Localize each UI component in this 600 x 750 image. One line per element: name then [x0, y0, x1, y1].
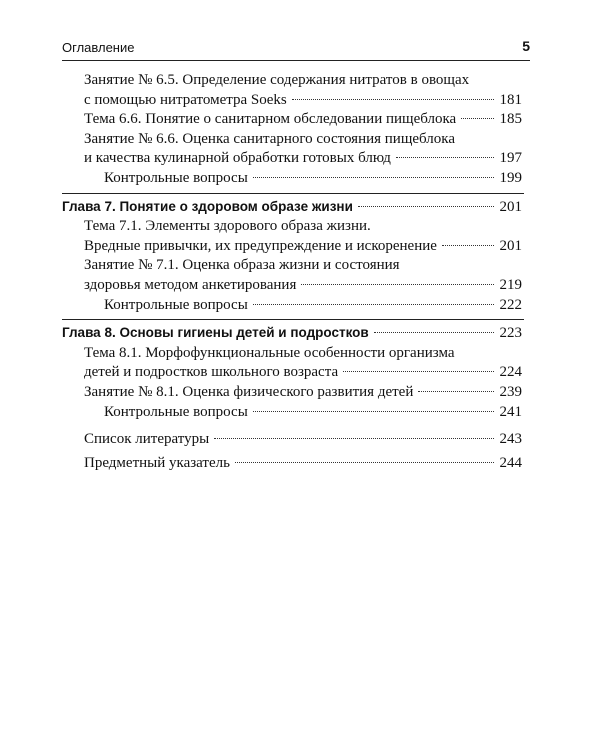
toc-entry — [62, 111, 522, 131]
toc-entry — [62, 384, 522, 404]
toc-entry — [62, 455, 522, 475]
toc-chapter — [62, 325, 522, 345]
toc-entry-text: Список литературы — [84, 431, 210, 448]
dot-leader — [358, 206, 494, 207]
toc-entry-text: Занятие № 6.5. Определение содержания нитратов в овощах — [84, 72, 470, 88]
toc-entry-text: Контрольные вопросы — [104, 296, 248, 313]
toc-page-number: 222 — [499, 296, 522, 313]
toc-entry-text: Занятие № 8.1. Оценка физического развития детей — [84, 383, 414, 400]
toc-entry — [62, 218, 522, 238]
toc-page-number: 223 — [499, 325, 522, 342]
dot-leader — [235, 462, 494, 463]
toc-entry — [62, 150, 522, 170]
toc-page-number: 239 — [499, 383, 522, 400]
toc-page-number: 201 — [499, 198, 522, 215]
toc-entry — [62, 364, 522, 384]
toc-entry-text: Тема 8.1. Морфофункциональные особенности организма — [84, 344, 455, 361]
toc-chapter-title: Глава 8. Основы гигиены детей и подростков — [62, 325, 369, 341]
dot-leader — [374, 332, 494, 333]
dot-leader — [461, 118, 493, 119]
toc-entry-text: Тема 7.1. Элементы здорового образа жизни. — [84, 218, 371, 235]
toc-entry — [62, 170, 522, 190]
chapter-divider — [62, 193, 524, 195]
toc-entry-text: здоровья методом анкетирования — [84, 276, 297, 293]
toc-entry-text: Контрольные вопросы — [104, 169, 248, 186]
dot-leader — [253, 411, 494, 412]
page-header — [62, 38, 530, 61]
toc-entry — [62, 404, 522, 424]
toc-chapter-title: Глава 7. Понятие о здоровом образе жизни — [62, 198, 353, 214]
toc-entry — [62, 431, 522, 451]
toc-page-number: 244 — [499, 454, 522, 471]
toc-entry-text: Вредные привычки, их предупреждение и искоренение — [84, 237, 437, 254]
toc-entry-text: с помощью нитратометра Soeks — [84, 91, 287, 108]
toc-entry — [62, 257, 522, 277]
toc-entry-text: Контрольные вопросы — [104, 403, 248, 420]
toc-page-number: 181 — [499, 91, 522, 108]
toc-entry — [62, 131, 522, 151]
dot-leader — [396, 157, 494, 158]
toc-page-number: 197 — [499, 150, 522, 167]
table-of-contents — [62, 72, 522, 474]
toc-entry — [62, 92, 522, 112]
toc-chapter — [62, 199, 522, 219]
toc-page-number: 243 — [499, 431, 522, 448]
dot-leader — [292, 99, 494, 100]
chapter-divider — [62, 319, 524, 321]
dot-leader — [301, 284, 493, 285]
toc-entry — [62, 297, 522, 317]
dot-leader — [253, 304, 494, 305]
toc-entry-text: и качества кулинарной обработки готовых блюд — [84, 150, 391, 167]
toc-entry-text: Тема 6.6. Понятие о санитарном обследовании пищеблока — [84, 111, 457, 128]
toc-entry — [62, 238, 522, 258]
toc-page-number: 224 — [499, 364, 522, 381]
toc-page-number: 199 — [499, 169, 522, 186]
page-number: 5 — [522, 38, 530, 54]
dot-leader — [442, 245, 494, 246]
toc-page-number: 241 — [499, 403, 522, 420]
toc-page-number: 185 — [499, 111, 522, 128]
toc-entry — [62, 277, 522, 297]
dot-leader — [418, 391, 493, 392]
spacer — [62, 423, 522, 431]
dot-leader — [214, 438, 493, 439]
running-title: Оглавление — [62, 40, 135, 55]
toc-entry-text: Занятие № 6.6. Оценка санитарного состояния пищеблока — [84, 130, 456, 147]
toc-entry — [62, 72, 522, 92]
dot-leader — [343, 371, 493, 372]
toc-entry-text: Занятие № 7.1. Оценка образа жизни и состояния — [84, 257, 400, 274]
toc-entry-text: Предметный указатель — [84, 454, 230, 471]
dot-leader — [253, 177, 494, 178]
toc-page-number: 219 — [499, 276, 522, 293]
toc-page-number: 201 — [499, 237, 522, 254]
toc-entry — [62, 345, 522, 365]
toc-entry-text: детей и подростков школьного возраста — [84, 364, 339, 381]
